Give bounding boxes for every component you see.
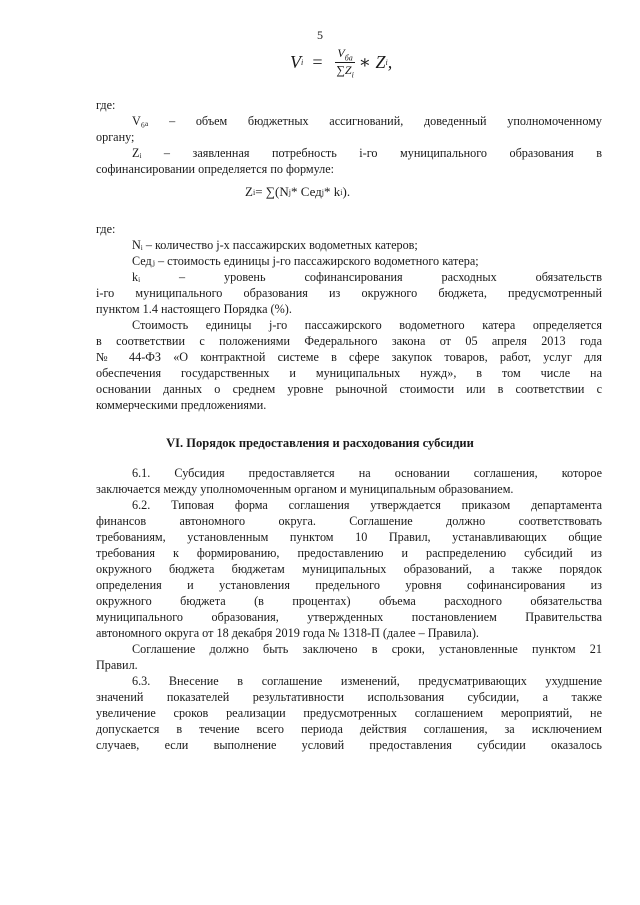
cost-p1: Стоимость единицы j-го пассажирского водометного катера определяется [132, 318, 602, 332]
f2-k-sub: i [340, 187, 343, 197]
formula-zi [245, 184, 350, 200]
numerator-sub: ба [344, 53, 353, 63]
p63-5: случаев, если выполнение условий предоставления субсидии оказалось [96, 738, 602, 752]
equals-sign: = [311, 52, 324, 73]
p62-3: требованиям, установленным пунктом 10 Правил, устанавливающих общие [96, 530, 602, 544]
formula-vi-rest: ∗ Z [358, 52, 386, 73]
f2-k: * k [324, 184, 341, 199]
f2-close: ). [342, 184, 351, 199]
where-2: где: [96, 222, 116, 236]
formula-vi [290, 46, 392, 80]
formula-vi-tail: , [387, 52, 393, 73]
line-cofin: софинансировании определяется по формуле: [96, 162, 335, 176]
cost-p2: в соответствии с положениями Федерального закона от 05 апреля 2013 года [96, 334, 602, 348]
p63-1: 6.3. Внесение в соглашение изменений, предусматривающих ухудшение [132, 674, 602, 688]
formula-vi-lhs: V [290, 52, 301, 73]
p63-3: увеличение сроков реализации предусмотренных соглашением мероприятий, не [96, 706, 602, 720]
cost-p4: обеспечения государственных и муниципальных нужд», в том числе на [96, 366, 602, 380]
p62-8: муниципального образования, утвержденных постановлением Правительства [96, 610, 602, 624]
p63-2: значений показателей результативности использования субсидии, а также [96, 690, 602, 704]
cost-p3: № 44-ФЗ «О контрактной системе в сфере закупок товаров, работ, услуг для [96, 350, 602, 364]
p62-4: требования к формированию, предоставлению и распределению субсидий из [96, 546, 602, 560]
f2-sed: * Сед [291, 184, 322, 199]
line-sed: Седⱼ – стоимость единицы j-го пассажирского водометного катера; [132, 254, 479, 268]
where-1: где: [96, 98, 116, 112]
p62-9: автономного округа от 18 декабря 2019 года № 1318-П (далее – Правила). [96, 626, 479, 640]
line-ki-3: пунктом 1.4 настоящего Порядка (%). [96, 302, 292, 316]
p61-1: 6.1. Субсидия предоставляется на основании соглашения, которое [132, 466, 602, 480]
line-ni: Nᵢ – количество j-х пассажирских водометных катеров; [132, 238, 418, 252]
fraction-denominator [336, 63, 353, 79]
p62-7: окружного бюджета (в процентах) объема расходного обязательства [96, 594, 602, 608]
f2-sed-sub: j [321, 187, 325, 197]
formula-vi-rest-sub: i [385, 58, 388, 68]
denominator-symbol: ∑Z [336, 63, 352, 78]
line-ki: kᵢ – уровень софинансирования расходных обязательств [132, 270, 602, 284]
f2-z-sub: i [252, 187, 256, 197]
formula-vi-lhs-sub: i [301, 58, 304, 68]
f2-n-sub: j [288, 187, 291, 197]
f2-z: Z [245, 184, 253, 199]
p61-2: заключается между уполномоченным органом и муниципальным образованием. [96, 482, 514, 496]
section-heading: VI. Порядок предоставления и расходования субсидии [166, 436, 474, 450]
p62-6: определения и установления предельного уровня софинансирования из [96, 578, 602, 592]
cost-p6: коммерческими предложениями. [96, 398, 267, 412]
cost-p5: основании данных о среднем уровне рыночной стоимости или в соответствии с [96, 382, 602, 396]
f2-n: = ∑(N [255, 184, 289, 199]
line-zi: Zᵢ – заявленная потребность i-го муниципального образования в [132, 146, 602, 160]
p62-1: 6.2. Типовая форма соглашения утверждается приказом департамента [132, 498, 602, 512]
line-ki-2: i-го муниципального образования из окружного бюджета, предусмотренный [96, 286, 602, 300]
p62-2: финансов автономного округа. Соглашение должно соответствовать [96, 514, 602, 528]
numerator-symbol: V [337, 46, 345, 60]
p63-4: допускается в течение всего периода действия соглашения, за исключением [96, 722, 602, 736]
line-vba: V₆ₐ – объем бюджетных ассигнований, доведенный уполномоченному [132, 114, 602, 128]
page-number: 5 [317, 28, 323, 42]
denominator-sub: i [351, 70, 354, 80]
p62-5: окружного бюджета бюджетам муниципальных образований, а также порядок [96, 562, 602, 576]
line-organ: органу; [96, 130, 135, 144]
p62-10: Соглашение должно быть заключено в сроки, установленные пунктом 21 [132, 642, 602, 656]
fraction [335, 46, 354, 80]
p62-11: Правил. [96, 658, 138, 672]
fraction-numerator [335, 46, 354, 63]
